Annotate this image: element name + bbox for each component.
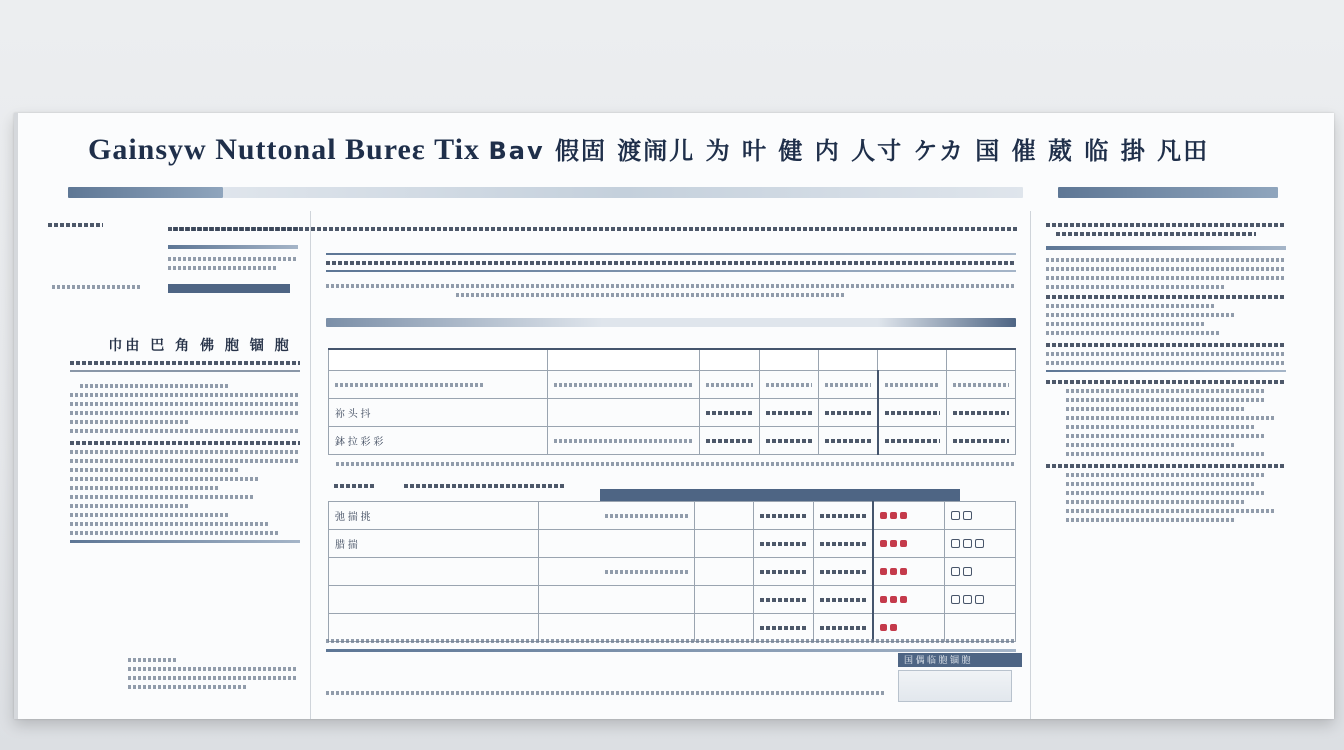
divider-bar (1046, 246, 1286, 250)
table-cell (947, 399, 1016, 427)
middle-band (326, 318, 1016, 327)
table-cell (695, 558, 754, 586)
table-header-cell (759, 349, 818, 371)
text-line (334, 484, 374, 488)
text-line (1066, 473, 1266, 477)
table-cell (947, 427, 1016, 455)
table-cell (695, 530, 754, 558)
text-line (456, 293, 846, 297)
divider-bar (1046, 370, 1286, 372)
text-line (1046, 380, 1286, 384)
table-cell (813, 614, 873, 642)
text-line (70, 468, 240, 472)
table-cell (538, 502, 694, 530)
table-header-cell (329, 349, 548, 371)
text-line (52, 285, 142, 289)
document-sheet (14, 113, 1334, 719)
text-line (1046, 276, 1286, 280)
text-line (1046, 322, 1206, 326)
left-footnotes (128, 658, 298, 694)
table-row-label: 祢 头 抖 (329, 399, 548, 427)
table-cell (944, 558, 1015, 586)
text-line (70, 486, 220, 490)
table-header-row (329, 349, 1016, 371)
text-line (1046, 343, 1286, 347)
table-cell (873, 614, 944, 642)
table-row-label: 腊 揣 (329, 530, 539, 558)
left-subcolumn (168, 227, 298, 293)
text-line (70, 522, 270, 526)
text-line (336, 462, 1016, 466)
text-line (70, 477, 260, 481)
table-cell (818, 427, 877, 455)
text-line (1046, 313, 1236, 317)
table-cell (944, 502, 1015, 530)
table-cell (818, 371, 877, 399)
text-line (70, 411, 300, 415)
table-cell (700, 399, 759, 427)
text-line (70, 459, 300, 463)
table-cell (700, 427, 759, 455)
footer-chip: 国 偶 临 胞 锢 胞 (898, 653, 1022, 667)
text-line (1046, 295, 1286, 299)
footer-box (898, 670, 1012, 702)
table-cell (695, 502, 754, 530)
text-line (173, 227, 1018, 231)
table-cell (547, 427, 699, 455)
text-line (1066, 407, 1246, 411)
table-cell (754, 502, 813, 530)
table-cell (873, 502, 944, 530)
left-section (70, 335, 300, 551)
table-cell (547, 399, 699, 427)
text-line (1066, 509, 1276, 513)
text-line (1066, 500, 1246, 504)
table-row (329, 586, 1016, 614)
table-cell (878, 399, 947, 427)
table-header-cell (878, 349, 947, 371)
text-line (70, 450, 300, 454)
table-row-label (329, 614, 539, 642)
table-cell (754, 558, 813, 586)
text-line (48, 223, 103, 227)
table-cell (754, 530, 813, 558)
table-header-cell (547, 349, 699, 371)
header-band-right (1058, 187, 1278, 198)
table-cell (538, 614, 694, 642)
text-line (70, 361, 300, 365)
second-table (328, 501, 1016, 642)
middle-top-text (173, 227, 1018, 236)
text-line (1066, 491, 1266, 495)
text-line (128, 667, 298, 671)
table-cell (873, 558, 944, 586)
second-table-caption (334, 480, 574, 498)
divider-bar (168, 245, 298, 249)
text-line (70, 393, 300, 397)
table-cell (813, 502, 873, 530)
table-row (329, 371, 1016, 399)
table-header-cell (947, 349, 1016, 371)
table-header-cell (818, 349, 877, 371)
table-row-label: 弛 揣 挑 (329, 502, 539, 530)
text-line (70, 495, 255, 499)
text-line (70, 402, 300, 406)
text-line (1046, 464, 1286, 468)
table-cell (759, 427, 818, 455)
second-table-header-chip (600, 489, 960, 501)
table-cell (873, 530, 944, 558)
table-row (329, 530, 1016, 558)
table-cell (538, 558, 694, 586)
title-latin: Gainsyw Nuttonal Bureε Tix (88, 133, 480, 166)
table-row (329, 558, 1016, 586)
text-line (1066, 452, 1266, 456)
text-line (1046, 304, 1216, 308)
table-cell (538, 586, 694, 614)
table-row (329, 427, 1016, 455)
text-line (1046, 285, 1226, 289)
text-line (1066, 425, 1256, 429)
divider-bar (326, 649, 1016, 652)
text-line (70, 504, 190, 508)
text-line (1066, 416, 1276, 420)
text-line (128, 676, 298, 680)
text-line (326, 639, 1016, 643)
text-line (1066, 518, 1236, 522)
table-row (329, 614, 1016, 642)
table-cell (813, 586, 873, 614)
text-line (128, 685, 248, 689)
header-band-left (68, 187, 223, 198)
text-line (1046, 267, 1286, 271)
text-line (1046, 361, 1286, 365)
table-row (329, 399, 1016, 427)
text-line (1066, 398, 1266, 402)
text-line (70, 429, 300, 433)
text-line (1066, 434, 1266, 438)
divider-bar (326, 253, 1016, 255)
text-line (1046, 352, 1286, 356)
table-header-cell (700, 349, 759, 371)
table-cell (873, 586, 944, 614)
left-section-heading: 巾由 巴 角 佛 胞 锢 胞 (108, 338, 292, 354)
middle-caption (336, 462, 1016, 471)
table-row (329, 502, 1016, 530)
table-cell (547, 371, 699, 399)
text-line (1056, 232, 1256, 236)
column-divider-right (1030, 211, 1031, 719)
table-row-label (329, 558, 539, 586)
text-line (1046, 223, 1286, 227)
text-line (1046, 331, 1221, 335)
table-row-label (329, 586, 539, 614)
document-title (88, 131, 1209, 167)
table-cell (944, 614, 1015, 642)
table-cell (695, 586, 754, 614)
table-cell (700, 371, 759, 399)
left-mini-line (52, 285, 142, 294)
left-chip (168, 284, 290, 293)
table-cell (947, 371, 1016, 399)
table-cell (695, 614, 754, 642)
text-line (168, 266, 278, 270)
text-line (70, 531, 280, 535)
text-line (1066, 482, 1256, 486)
text-line (70, 441, 300, 445)
table-cell (944, 530, 1015, 558)
main-table (328, 348, 1016, 455)
table-cell (878, 371, 947, 399)
table-row-label: 鉢 拉 彩 彩 (329, 427, 548, 455)
text-line (326, 691, 886, 695)
divider-bar (326, 270, 1016, 272)
right-column (1046, 223, 1286, 527)
divider-bar (70, 540, 300, 543)
column-divider-left (310, 211, 311, 719)
text-line (80, 384, 230, 388)
table-cell (754, 586, 813, 614)
text-line (168, 257, 298, 261)
text-line (128, 658, 178, 662)
text-line (70, 513, 230, 517)
table-cell (759, 371, 818, 399)
text-line (1066, 443, 1236, 447)
middle-subhead (326, 253, 1016, 302)
table-cell (538, 530, 694, 558)
table-cell (944, 586, 1015, 614)
text-line (70, 420, 190, 424)
title-cjk: Bav 假固 渡闹儿 为 叶 健 内 人寸 ケカ 国 催 葳 临 掛 凡田 (488, 137, 1210, 165)
section-rule (70, 370, 300, 372)
middle-footer-line (326, 691, 886, 700)
header-band-middle (223, 187, 1023, 198)
text-line (1046, 258, 1286, 262)
text-line (1066, 389, 1266, 393)
text-line (326, 261, 1016, 265)
text-line (404, 484, 564, 488)
text-line (326, 284, 1016, 288)
table-cell (818, 399, 877, 427)
table-cell (329, 371, 548, 399)
table-cell (878, 427, 947, 455)
table-cell (813, 558, 873, 586)
table-cell (759, 399, 818, 427)
table-cell (813, 530, 873, 558)
table-cell (754, 614, 813, 642)
